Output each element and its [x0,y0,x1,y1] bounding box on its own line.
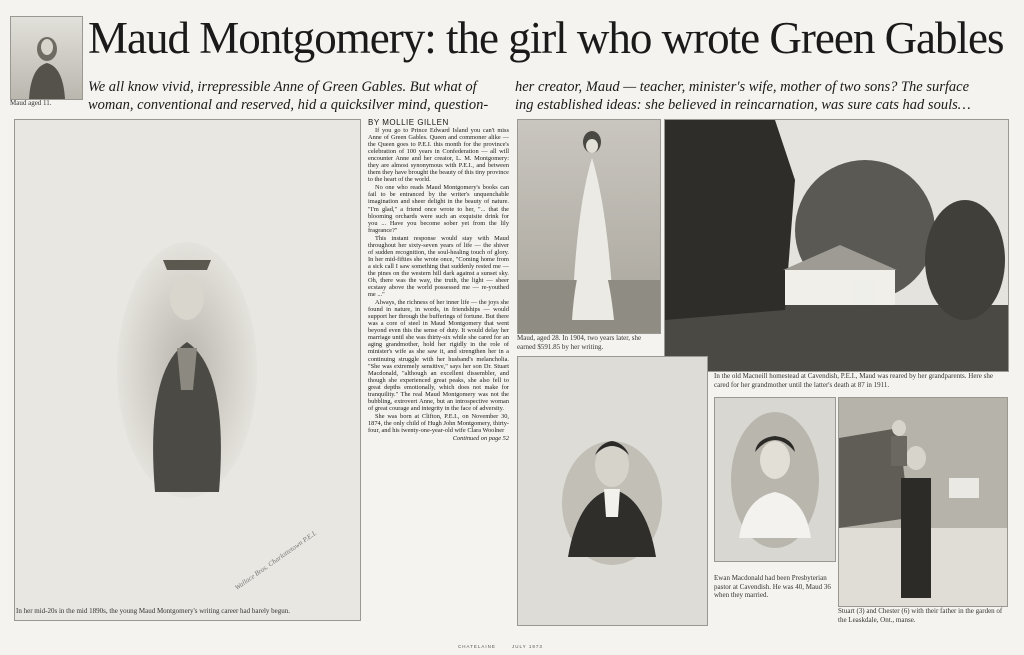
oval-man-portrait-illustration [518,357,707,625]
oval-woman-portrait-illustration [715,398,835,561]
body-paragraph: She was born at Clifton, P.E.I., on November 30, 1874, the only child of Hugh John Montgomery, thirty-four, and his twenty-one-year-old wife Clara Woolner [368,412,509,434]
caption-sons: Stuart (3) and Chester (6) with their father in the garden of the Leaskdale, Ont., manse. [838,607,1003,624]
deck-left-line-1: We all know vivid, irrepressible Anne of Green Gables. But what of [88,79,477,95]
footer-date: JULY 1973 [512,644,543,649]
child-figure-illustration [11,17,82,99]
article-body [368,127,509,442]
continued-note: Continued on page 52 [452,435,509,443]
body-paragraph: If you go to Prince Edward Island you can't miss Anne of Green Gables. Queen and commoner alike — the Queen goes to P.E.I. this month for the province's celebration of 100 years in Confederation — all will encounter Anne and her creator, L. M. Montgomery: they are almost synonymous with P.E.I., and between them they have brought the beauty of this tiny province to the heart of the world. [368,127,509,184]
homestead-landscape-illustration [665,120,1008,371]
caption-homestead: In the old Macneill homestead at Cavendish, P.E.I., Maud was reared by her grandparents. Here she cared for her grandmother until the latter's death at 87 in 1911. [714,372,993,389]
footer-magazine: CHATELAINE [458,644,496,649]
caption-maud-28: Maud, aged 28. In 1904, two years later, she earned $591.85 by her writing. [517,334,642,351]
byline: BY MOLLIE GILLEN [368,118,449,127]
body-paragraph: Always, the richness of her inner life — the joys she found in nature, in words, in friendships — would support her through the bufferings of fortune. But there was a core of steel in Maud Montgomery that went beyond even this the sense of duty. It would delay her marriage until she was thirty-six while she cared for an aging grandmother, hold her rigidly in the role of minister's wife as she saw it, and strengthen her in a continuing struggle with her husband's melancholia. "She was extremely sensitive," says her son Dr. Stuart Macdonald, "although an excellent dissembler, and though she experienced great peaks, she also fell to great depths emotionally, which does not make for tranquility." The real Maud Montgomery was not the bubbling, extrovert Anne, but an introspective woman of great courage and integrity in the face of adversity. [368,299,509,412]
photo-stuart-chester-father [838,397,1008,607]
photo-maud-aged-28 [517,119,661,334]
garden-family-illustration [839,398,1007,606]
body-paragraph: No one who reads Maud Montgomery's books can fail to be entranced by the writer's unquenchable imagination and sheer delight in the beauty of nature. "I'm glad," a friend once wrote to her, "... that the blooming orchards were such an exquisite drink for you ... Have you become sober yet from the lily fragrance?" [368,184,509,234]
inset-photo-maud-age-11 [10,16,83,100]
body-paragraph: This instant response would stay with Maud throughout her sixty-seven years of life — the shiver of sudden recognition, the soul-healing touch of glory. In her mid-fifties she wrote once, "Coming home from a sick call I saw something that suddenly rested me — the pines on the western hill dark against a sunset sky. Oh, there was the way, the truth, the light — sheer ecstasy above the world possessed me — re-youthed me ..." [368,234,509,299]
standing-woman-illustration [518,120,660,333]
photographer-mark: Wallace Bros. Charlottetown P.E.I. [233,529,319,592]
headline: Maud Montgomery: the girl who wrote Green Gables [88,13,1004,63]
deck-left-line-2: woman, conventional and reserved, hid a quicksilver mind, question- [88,97,489,113]
portrait-photo-young-maud [14,119,361,621]
photo-macneill-homestead [664,119,1009,372]
photo-maud-oval-portrait [714,397,836,562]
deck-right-line-1: her creator, Maud — teacher, minister's wife, mother of two sons? The surface [515,79,970,95]
deck-right-line-2: ing established ideas: she believed in reincarnation, was sure cats had souls… [515,97,971,113]
inset-caption: Maud aged 11. [10,99,52,107]
caption-ewan: Ewan Macdonald had been Presbyterian pastor at Cavendish. He was 40, Maud 36 when they married. [714,574,831,599]
photo-ewan-macdonald [517,356,708,626]
caption-portrait: In her mid-20s in the mid 1890s, the young Maud Montgomery's writing career had barely begun. [16,607,291,615]
oval-portrait-illustration [15,120,360,620]
